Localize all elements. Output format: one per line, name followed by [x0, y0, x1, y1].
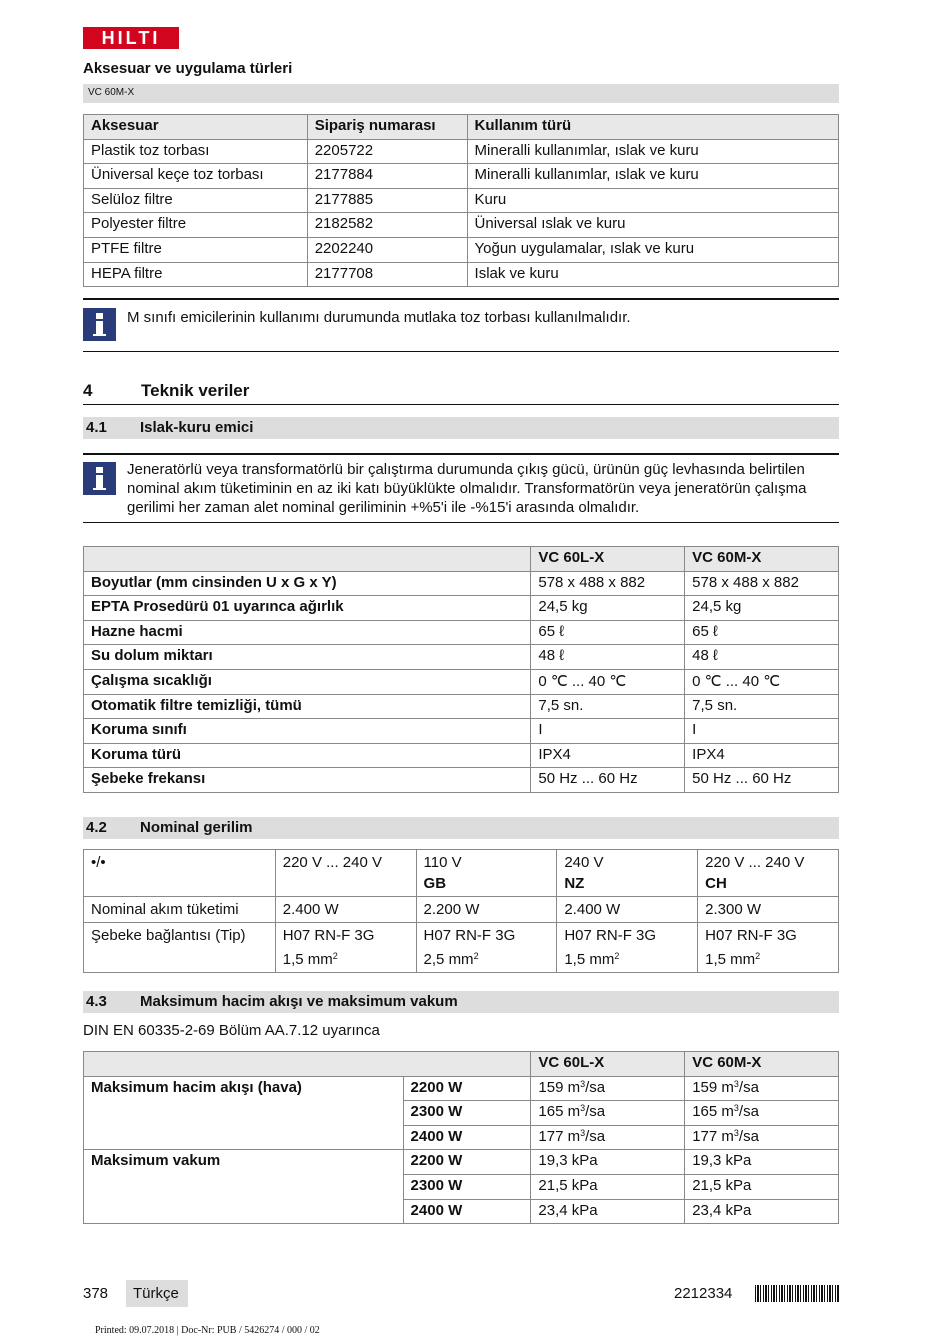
- table-row: [84, 164, 839, 189]
- voltage-col: [698, 850, 839, 897]
- voltage-header-label: •/•: [84, 850, 276, 897]
- row-label: Nominal akım tüketimi: [84, 897, 276, 923]
- cable-size: 1,5 mm: [705, 951, 756, 968]
- cell: [416, 923, 557, 973]
- table-header-row: [84, 850, 839, 897]
- col-order-number: Sipariş numarası: [307, 115, 467, 140]
- cell: 19,3 kPa: [685, 1150, 839, 1175]
- voltage-value: 220 V ... 240 V: [705, 854, 805, 871]
- table-row: [84, 743, 839, 768]
- cell: 2.300 W: [698, 897, 839, 923]
- power-cell: 2300 W: [403, 1101, 531, 1126]
- subsection-title: Islak-kuru emici: [140, 419, 254, 436]
- cell: 165 $m^3/sa$: [685, 1101, 839, 1126]
- cell: 7,5 sn.: [685, 694, 839, 719]
- country-code: GB: [423, 875, 447, 892]
- row-label: Su dolum miktarı: [84, 645, 531, 670]
- cell: Islak ve kuru: [467, 262, 838, 287]
- cable-type: H07 RN-F 3G: [564, 927, 657, 944]
- cable-size: 1,5 mm: [564, 951, 615, 968]
- table-row: [84, 669, 839, 694]
- cable-size: 2,5 mm: [423, 951, 474, 968]
- cell: 2202240: [307, 237, 467, 262]
- cell: 2205722: [307, 139, 467, 164]
- cell: IPX4: [531, 743, 685, 768]
- col-vc60l: VC 60L-X: [531, 1052, 685, 1077]
- cell: I: [685, 719, 839, 744]
- cell: [698, 923, 839, 973]
- superscript: 2: [614, 951, 620, 961]
- subsection-title: Maksimum hacim akışı ve maksimum vakum: [140, 993, 458, 1010]
- power-cell: 2300 W: [403, 1174, 531, 1199]
- superscript: 2: [473, 951, 479, 961]
- cell: IPX4: [685, 743, 839, 768]
- cell: 24,5 kg: [685, 596, 839, 621]
- divider: [83, 351, 839, 352]
- cable-size: 1,5 mm: [282, 951, 333, 968]
- cell: Üniversal keçe toz torbası: [84, 164, 308, 189]
- table-row: [84, 897, 839, 923]
- cell: 177 $m^3/sa$: [531, 1125, 685, 1150]
- din-text: DIN EN 60335-2-69 Bölüm AA.7.12 uyarınca: [83, 1022, 380, 1039]
- voltage-value: 240 V: [564, 854, 604, 871]
- table-row: [84, 237, 839, 262]
- cell: 165 $m^3/sa$: [531, 1101, 685, 1126]
- document-number: 2212334: [674, 1285, 733, 1302]
- subsection-heading: [83, 817, 839, 839]
- cell: 2177708: [307, 262, 467, 287]
- table-row: [84, 620, 839, 645]
- cell: I: [531, 719, 685, 744]
- power-cell: 2400 W: [403, 1125, 531, 1150]
- voltage-value: 110 V: [423, 854, 462, 871]
- cell: 24,5 kg: [531, 596, 685, 621]
- subsection-number: 4.1: [86, 419, 107, 436]
- cell: 2177884: [307, 164, 467, 189]
- subsection-number: 4.3: [86, 993, 107, 1010]
- cell: Mineralli kullanımlar, ıslak ve kuru: [467, 164, 838, 189]
- cell: 578 x 488 x 882: [685, 571, 839, 596]
- page-title: Aksesuar ve uygulama türleri: [83, 60, 293, 77]
- cell: 578 x 488 x 882: [531, 571, 685, 596]
- row-label: Maksimum vakum: [84, 1150, 404, 1224]
- cell: [275, 923, 416, 973]
- voltage-col: [557, 850, 698, 897]
- voltage-col: [275, 850, 416, 897]
- note-text: M sınıfı emicilerinin kullanımı durumunda mutlaka toz torbası kullanılmalıdır.: [127, 309, 631, 326]
- cell: 2.400 W: [557, 897, 698, 923]
- divider: [83, 298, 839, 300]
- country-code: NZ: [564, 875, 585, 892]
- page-number: 378: [83, 1285, 109, 1302]
- voltage-value: 220 V ... 240 V: [282, 854, 382, 871]
- table-row: [84, 213, 839, 238]
- cell: Selüloz filtre: [84, 188, 308, 213]
- row-label: Şebeke frekansı: [84, 768, 531, 793]
- subsection-number: 4.2: [86, 819, 107, 836]
- table-header-row: [84, 547, 839, 572]
- cell: 0 ℃ ... 40 ℃: [531, 669, 685, 694]
- col-vc60m: VC 60M-X: [685, 1052, 839, 1077]
- cell: 159 $m^3/sa$: [685, 1076, 839, 1101]
- info-note: [83, 308, 839, 341]
- flow-vacuum-table: [83, 1051, 839, 1224]
- cell: 23,4 kPa: [685, 1199, 839, 1224]
- cable-type: H07 RN-F 3G: [282, 927, 375, 944]
- divider: [83, 453, 839, 455]
- cell: 2.200 W: [416, 897, 557, 923]
- accessories-table: [83, 114, 839, 287]
- hilti-logo: HILTI: [83, 27, 179, 49]
- cell: Plastik toz torbası: [84, 139, 308, 164]
- row-label: Çalışma sıcaklığı: [84, 669, 531, 694]
- table-row: [84, 768, 839, 793]
- table-row: [84, 596, 839, 621]
- section-number: 4: [83, 381, 93, 400]
- info-icon: [83, 308, 116, 341]
- cell: Üniversal ıslak ve kuru: [467, 213, 838, 238]
- cell: 2182582: [307, 213, 467, 238]
- col-usage: Kullanım türü: [467, 115, 838, 140]
- power-cell: 2200 W: [403, 1076, 531, 1101]
- col-vc60m: VC 60M-X: [685, 547, 839, 572]
- section-title: Teknik veriler: [141, 381, 250, 400]
- table-row: [84, 139, 839, 164]
- cell: 2.400 W: [275, 897, 416, 923]
- voltage-col: [416, 850, 557, 897]
- cell: Mineralli kullanımlar, ıslak ve kuru: [467, 139, 838, 164]
- language-label: Türkçe: [126, 1280, 188, 1307]
- barcode-icon: [755, 1285, 839, 1302]
- country-code: CH: [705, 875, 727, 892]
- cell: 65 ℓ: [685, 620, 839, 645]
- table-row: [84, 719, 839, 744]
- power-cell: 2200 W: [403, 1150, 531, 1175]
- row-label: Otomatik filtre temizliği, tümü: [84, 694, 531, 719]
- technical-data-table: [83, 546, 839, 793]
- cell: Kuru: [467, 188, 838, 213]
- row-label: Hazne hacmi: [84, 620, 531, 645]
- cell: HEPA filtre: [84, 262, 308, 287]
- cell: 7,5 sn.: [531, 694, 685, 719]
- row-label: Boyutlar (mm cinsinden U x G x Y): [84, 571, 531, 596]
- col-label: [84, 1052, 531, 1077]
- cell: 23,4 kPa: [531, 1199, 685, 1224]
- row-label: Koruma türü: [84, 743, 531, 768]
- cell: Polyester filtre: [84, 213, 308, 238]
- power-cell: 2400 W: [403, 1199, 531, 1224]
- cell: 177 $m^3/sa$: [685, 1125, 839, 1150]
- table-row: [84, 262, 839, 287]
- cell: 48 ℓ: [685, 645, 839, 670]
- cell: 2177885: [307, 188, 467, 213]
- table-header-row: [84, 1052, 839, 1077]
- table-row: [84, 1150, 839, 1175]
- cable-type: H07 RN-F 3G: [423, 927, 516, 944]
- cell: 21,5 kPa: [531, 1174, 685, 1199]
- cell: 19,3 kPa: [531, 1150, 685, 1175]
- col-label: [84, 547, 531, 572]
- cable-type: H07 RN-F 3G: [705, 927, 797, 944]
- cell: 0 ℃ ... 40 ℃: [685, 669, 839, 694]
- cell: 48 ℓ: [531, 645, 685, 670]
- info-icon: [83, 462, 116, 495]
- table-row: [84, 571, 839, 596]
- cell: [557, 923, 698, 973]
- table-row: [84, 1076, 839, 1101]
- cell: 65 ℓ: [531, 620, 685, 645]
- table-row: [84, 188, 839, 213]
- table-row: [84, 645, 839, 670]
- note-text: Jeneratörlü veya transformatörlü bir çalıştırma durumunda çıkış gücü, ürünün güç levhasında belirtilen nominal akım tüketiminin en az iki katı büyüklükte olmalıdır. Transformatörün veya jeneratörün çalışma gerilimi her zaman alet nominal geriliminin +%5'i ile -%15'i arasında olmalıdır.: [127, 461, 807, 516]
- divider: [83, 522, 839, 523]
- table-row: [84, 694, 839, 719]
- divider: [83, 404, 839, 405]
- cell: 21,5 kPa: [685, 1174, 839, 1199]
- subsection-title: Nominal gerilim: [140, 819, 253, 836]
- subsection-heading: [83, 417, 839, 439]
- col-vc60l: VC 60L-X: [531, 547, 685, 572]
- row-label: Şebeke bağlantısı (Tip): [84, 923, 276, 973]
- table-row: [84, 923, 839, 973]
- row-label: EPTA Prosedürü 01 uyarınca ağırlık: [84, 596, 531, 621]
- cell: 50 Hz ... 60 Hz: [531, 768, 685, 793]
- cell: PTFE filtre: [84, 237, 308, 262]
- superscript: 2: [755, 951, 761, 961]
- info-note: [83, 460, 839, 517]
- superscript: 2: [332, 951, 338, 961]
- row-label: Koruma sınıfı: [84, 719, 531, 744]
- col-accessory: Aksesuar: [84, 115, 308, 140]
- row-label: Maksimum hacim akışı (hava): [84, 1076, 404, 1150]
- section-heading: [83, 381, 839, 401]
- cell: 50 Hz ... 60 Hz: [685, 768, 839, 793]
- cell: 159 $m^3/sa$: [531, 1076, 685, 1101]
- nominal-voltage-table: [83, 849, 839, 973]
- cell: Yoğun uygulamalar, ıslak ve kuru: [467, 237, 838, 262]
- printed-info: Printed: 09.07.2018 | Doc-Nr: PUB / 5426274 / 000 / 02: [95, 1325, 320, 1336]
- table-header-row: [84, 115, 839, 140]
- model-bar: VC 60M-X: [83, 84, 839, 103]
- subsection-heading: [83, 991, 839, 1013]
